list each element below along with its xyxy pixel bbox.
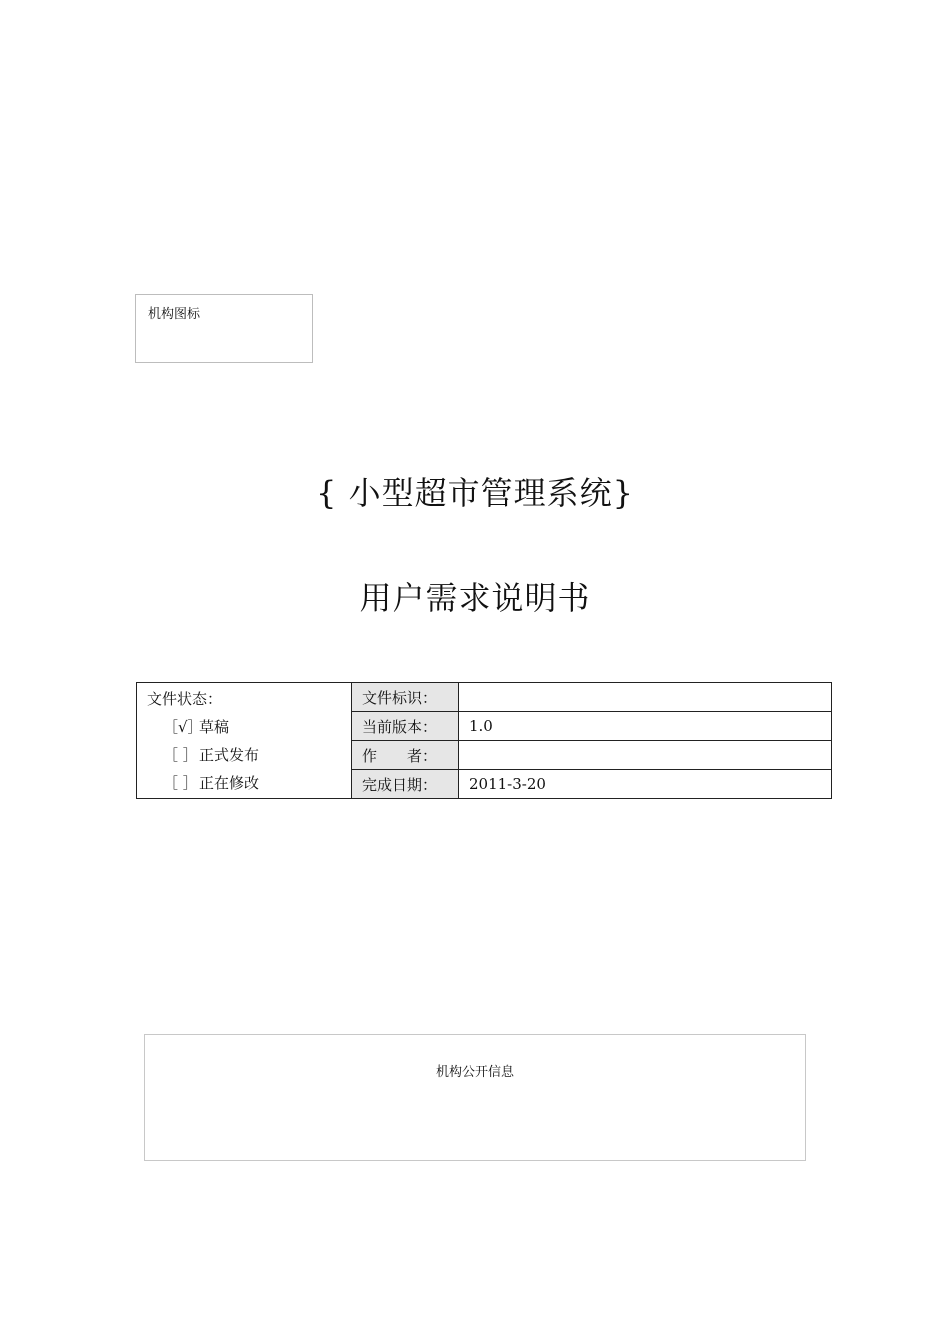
status-option-label: 正式发布 xyxy=(199,746,260,764)
status-option-label: 正在修改 xyxy=(199,774,260,792)
file-status-heading: 文件状态： xyxy=(147,690,223,708)
status-option-revising xyxy=(147,769,351,797)
file-status-cell xyxy=(137,683,352,799)
author-value xyxy=(459,741,832,770)
version-value: 1.0 xyxy=(459,712,832,741)
status-option-label: 草稿 xyxy=(199,718,230,736)
organization-public-info-box xyxy=(144,1034,806,1161)
file-id-value xyxy=(459,683,832,712)
completion-date-label: 完成日期： xyxy=(352,770,459,799)
author-label: 作 者： xyxy=(352,741,459,770)
organization-public-info-label: 机构公开信息 xyxy=(435,1065,514,1080)
completion-date-value: 2011-3-20 xyxy=(459,770,832,799)
organization-logo-label: 机构图标 xyxy=(148,307,201,322)
status-checkbox-mark: ［√］ xyxy=(163,718,203,736)
status-checkbox-mark: ［ ］ xyxy=(163,746,198,764)
status-checkbox-mark: ［ ］ xyxy=(163,774,198,792)
organization-logo-box xyxy=(135,294,313,363)
table-row xyxy=(137,683,832,712)
version-label: 当前版本： xyxy=(352,712,459,741)
status-option-released xyxy=(147,741,351,769)
document-subtitle: 用户需求说明书 xyxy=(359,579,591,617)
document-info-table xyxy=(136,682,832,799)
file-id-label: 文件标识： xyxy=(352,683,459,712)
document-title: { 小型超市管理系统} xyxy=(316,474,634,512)
status-option-draft xyxy=(147,713,351,741)
